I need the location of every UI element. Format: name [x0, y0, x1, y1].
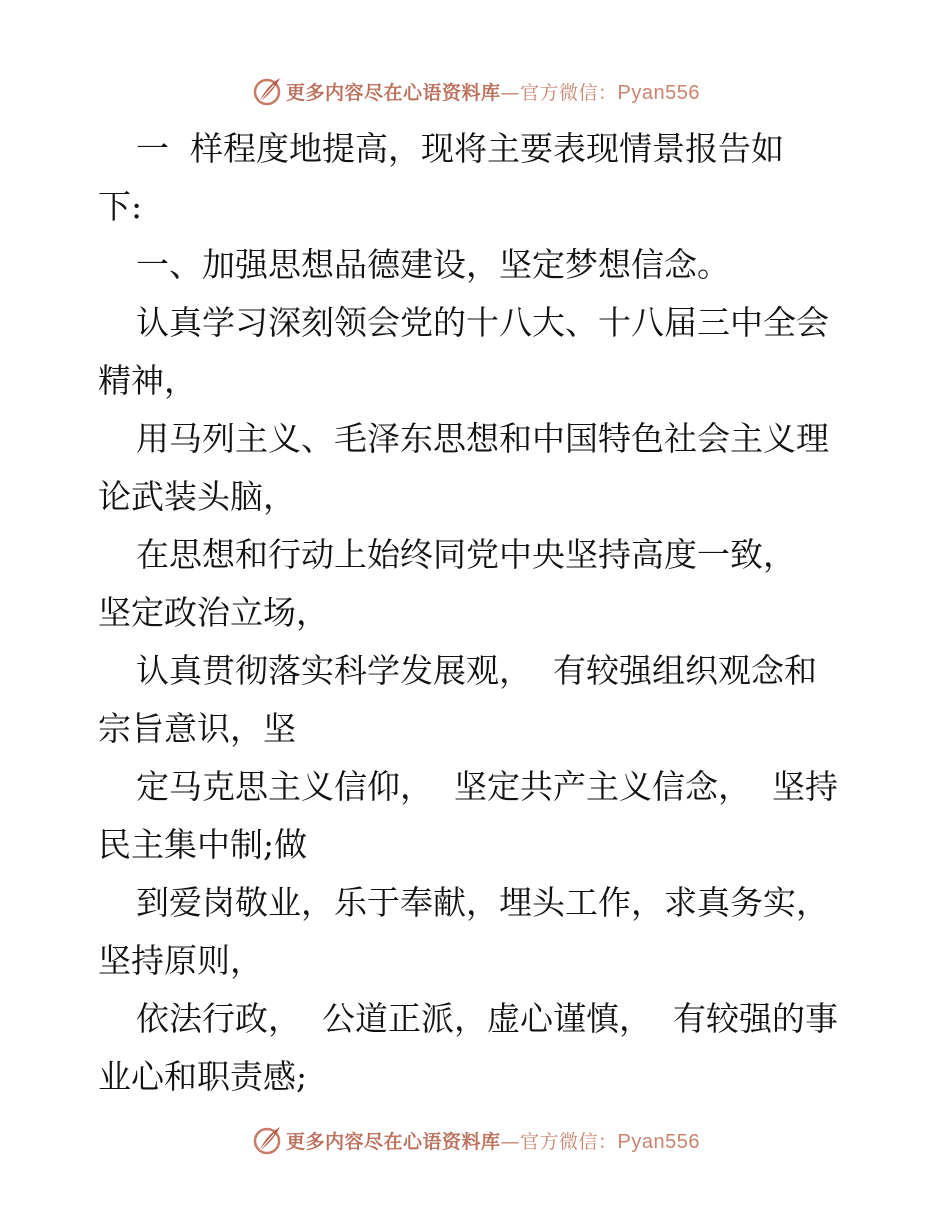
watermark-dash: — [500, 1130, 521, 1153]
text-line: 一、加强思想品德建设，坚定梦想信念。 [136, 245, 730, 284]
watermark-site: 更多内容尽在心语资料库 [286, 81, 501, 104]
text-line: 认真学习深刻领会党的十八大、十八届三中全会 [136, 303, 829, 342]
watermark-header [0, 71, 950, 111]
text-line: 坚定政治立场， [98, 593, 329, 632]
text-line: 精神， [98, 361, 197, 400]
text-line: 用马列主义、毛泽东思想和中国特色社会主义理 [136, 419, 829, 458]
text-line: 定马克思主义信仰， 坚定共产主义信念， 坚持 [136, 767, 838, 806]
text-line: 一 样程度地提高，现将主要表现情景报告如 [136, 129, 784, 168]
watermark-text [286, 78, 700, 105]
feather-logo-icon [250, 74, 284, 108]
text-line: 坚持原则， [98, 941, 263, 980]
watermark-dash: — [500, 81, 521, 104]
watermark-label: 官方微信： [520, 1130, 618, 1153]
text-line: 宗旨意识，坚 [98, 709, 296, 748]
watermark-site: 更多内容尽在心语资料库 [286, 1130, 501, 1153]
text-line: 到爱岗敬业，乐于奉献，埋头工作，求真务实， [136, 883, 829, 922]
watermark-wechat-id: Pyan556 [617, 1130, 700, 1153]
text-line: 认真贯彻落实科学发展观， 有较强组织观念和 [136, 651, 817, 690]
text-line: 依法行政， 公道正派，虚心谨慎， 有较强的事 [136, 999, 838, 1038]
text-line: 下: [98, 187, 143, 226]
text-line: 在思想和行动上始终同党中央坚持高度一致， [136, 535, 796, 574]
feather-logo-icon [250, 1123, 284, 1157]
watermark-footer [0, 1120, 950, 1160]
watermark-label: 官方微信： [520, 81, 618, 104]
document-body [98, 120, 868, 1106]
watermark-wechat-id: Pyan556 [617, 81, 700, 104]
text-line: 民主集中制;做 [98, 825, 308, 864]
text-line: 业心和职责感; [98, 1057, 308, 1096]
watermark-text [286, 1127, 700, 1154]
text-line: 论武装头脑， [98, 477, 296, 516]
